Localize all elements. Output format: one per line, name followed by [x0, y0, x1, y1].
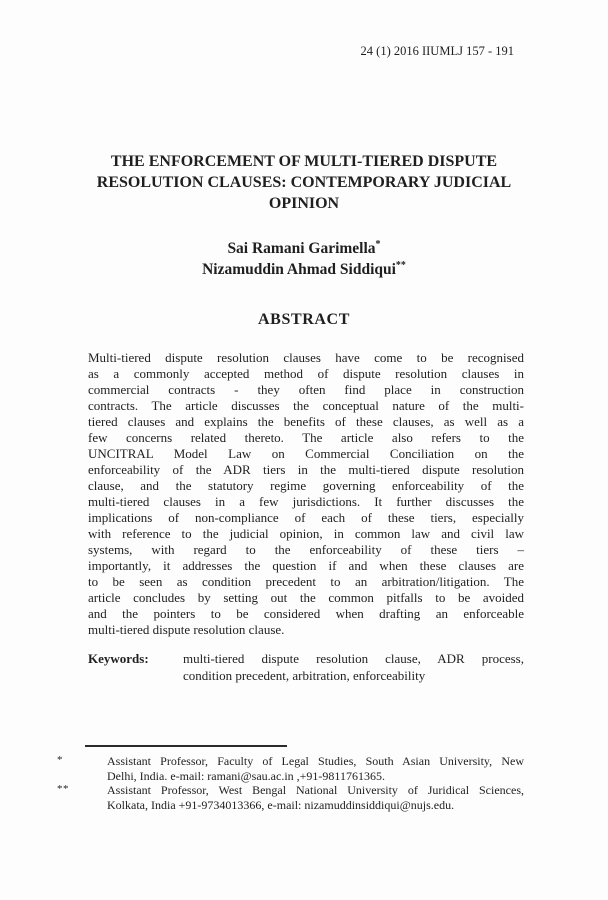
keywords-label: Keywords: [88, 651, 149, 666]
abstract-line: few concerns related thereto. The article also refers to the [88, 430, 524, 445]
abstract-line: and the pointers to be considered when drafting an enforceable [88, 606, 524, 621]
abstract-line: to be seen as condition precedent to an arbitration/litigation. The [88, 574, 524, 589]
author-name: Sai Ramani Garimella [227, 240, 376, 257]
keywords-line: condition precedent, arbitration, enforceability [183, 667, 426, 683]
abstract-line: commercial contracts - they often find place in construction [88, 382, 524, 397]
abstract-line: as a commonly accepted method of dispute resolution clauses in [88, 366, 524, 381]
footnotes [57, 754, 524, 812]
abstract-line: implications of non-compliance of each of these tiers, especially [88, 510, 524, 525]
article-title-line: RESOLUTION CLAUSES: CONTEMPORARY JUDICIAL [96, 174, 512, 191]
footnote-text [107, 783, 524, 812]
abstract-line: importantly, it addresses the question if and when these clauses are [88, 558, 524, 573]
abstract-line: UNCITRAL Model Law on Commercial Conciliation on the [88, 446, 524, 461]
abstract-line: multi-tiered dispute resolution clause. [88, 622, 285, 637]
author-name: Nizamuddin Ahmad Siddiqui [202, 261, 396, 278]
footnote-line: Assistant Professor, West Bengal National University of Juridical Sciences, [107, 783, 524, 797]
footnote-line: Delhi, India. e-mail: ramani@sau.ac.in ,+91-9811761365. [107, 768, 385, 783]
abstract-line: with reference to the judicial opinion, in common law and civil law [88, 526, 524, 541]
author-footnote-marker: * [375, 238, 381, 250]
author-footnote-marker: ** [395, 259, 406, 271]
keywords-text [183, 651, 524, 684]
abstract-heading: ABSTRACT [258, 311, 350, 328]
abstract-line: multi-tiered clauses in a few jurisdictions. It further discusses the [88, 494, 524, 509]
footnote-marker: ** [57, 783, 69, 795]
article-title-line: OPINION [268, 195, 340, 212]
abstract-paragraph [88, 350, 524, 638]
journal-citation: 24 (1) 2016 IIUMLJ 157 - 191 [360, 44, 514, 58]
article-title-line: THE ENFORCEMENT OF MULTI-TIERED DISPUTE [110, 153, 498, 170]
abstract-line: enforceability of the ADR tiers in the multi-tiered dispute resolution [88, 462, 524, 477]
abstract-line: systems, with regard to the enforceability of these tiers – [88, 542, 524, 557]
abstract-line: clause, and the statutory regime governing enforceability of the [88, 478, 524, 493]
author-line [86, 259, 522, 280]
footnote-separator [85, 745, 287, 747]
author-line [86, 238, 522, 259]
footnote-text [107, 754, 524, 783]
authors [86, 238, 522, 280]
keywords-line: multi-tiered dispute resolution clause, ADR process, [183, 651, 524, 666]
footnote [57, 754, 524, 783]
footnote-line: Kolkata, India +91-9734013366, e-mail: nizamuddinsiddiqui@nujs.edu. [107, 797, 455, 812]
abstract-line: contracts. The article discusses the conceptual nature of the multi- [88, 398, 524, 413]
footnote-line: Assistant Professor, Faculty of Legal Studies, South Asian University, New [107, 754, 524, 768]
abstract-line: Multi-tiered dispute resolution clauses have come to be recognised [88, 350, 524, 365]
footnote [57, 783, 524, 812]
abstract-line: article concludes by setting out the common pitfalls to be avoided [88, 590, 524, 605]
article-title [86, 151, 522, 214]
abstract-line: tiered clauses and explains the benefits of these clauses, as well as a [88, 414, 524, 429]
keywords-section [88, 651, 524, 684]
footnote-marker: * [57, 754, 63, 766]
